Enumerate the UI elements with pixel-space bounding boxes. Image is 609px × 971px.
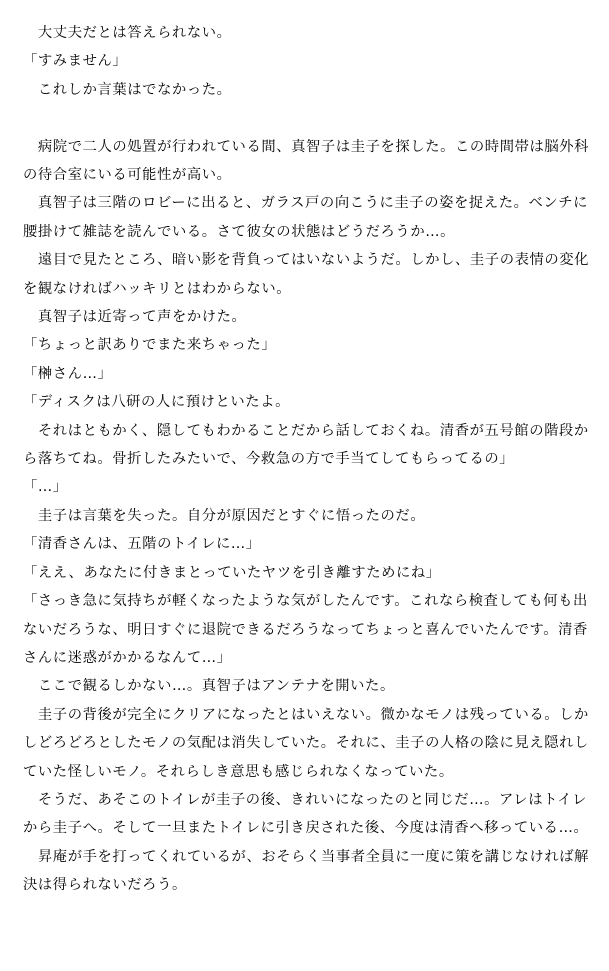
paragraph: これしか言葉はでなかった。 xyxy=(23,81,232,98)
paragraph: 「清香さんは、五階のトイレに…」 xyxy=(23,536,261,553)
paragraph: 昇庵が手を打ってくれているが、おそらく当事者全員に一度に策を講じなければ解決は得られないだろう。 xyxy=(23,848,590,894)
paragraph: それはともかく、隠してもわかることだから話しておくね。清香が五号館の階段から落ちてね。骨折したみたいで、今救急の方で手当てしてもらってるの」 xyxy=(23,422,589,468)
paragraph: 圭子は言葉を失った。自分が原因だとすぐに悟ったのだ。 xyxy=(23,507,426,524)
paragraph: 大丈夫だとは答えられない。 xyxy=(23,25,232,41)
paragraph: ここで観るしかない…。真智子はアンテナを開いた。 xyxy=(23,678,395,695)
paragraph: 真智子は近寄って声をかけた。 xyxy=(23,309,247,326)
paragraph: そうだ、あそこのトイレが圭子の後、きれいになったのと同じだ…。アレはトイレから圭子へ。そして一旦またトイレに引き戻された後、今度は清香へ移っている…。 xyxy=(23,791,589,837)
paragraph: 「…」 xyxy=(23,479,68,496)
paragraph: 遠目で見たところ、暗い影を背負ってはいないようだ。しかし、圭子の表情の変化を観なければハッキリとはわからない。 xyxy=(23,252,590,297)
paragraph: 「榊さん…」 xyxy=(23,365,113,382)
paragraph-gap xyxy=(23,104,595,132)
paragraph: 真智子は三階のロビーに出ると、ガラス戸の向こうに圭子の姿を捉えた。ベンチに腰掛けて雑誌を読んでいる。さて彼女の状態はどうだろうか…。 xyxy=(23,195,589,240)
paragraph: 圭子の背後が完全にクリアになったとはいえない。微かなモノは残っている。しかしどろどろとしたモノの気配は消失していた。それに、圭子の人格の陰に見え隠れしていた怪しいモノ。それらしき意思も感じられなくなっていた。 xyxy=(23,706,589,780)
paragraph: 「さっき急に気持ちが軽くなったような気がしたんです。これなら検査しても何も出ないだろうな、明日すぐに退院できるだろうなってちょっと喜んでいたんです。清香さんに迷惑がかかるなんて…」 xyxy=(23,593,588,666)
paragraph: 病院で二人の処置が行われている間、真智子は圭子を探した。この時間帯は脳外科の待合室にいる可能性が高い。 xyxy=(23,138,590,184)
paragraph: 「ディスクは八研の人に預けといたよ。 xyxy=(23,394,290,411)
paragraph: 「ええ、あなたに付きまとっていたヤツを引き離すためにね」 xyxy=(23,564,441,581)
paragraph: 「ちょっと訳ありでまた来ちゃった」 xyxy=(23,337,277,354)
paragraph: 「すみません」 xyxy=(23,53,128,70)
